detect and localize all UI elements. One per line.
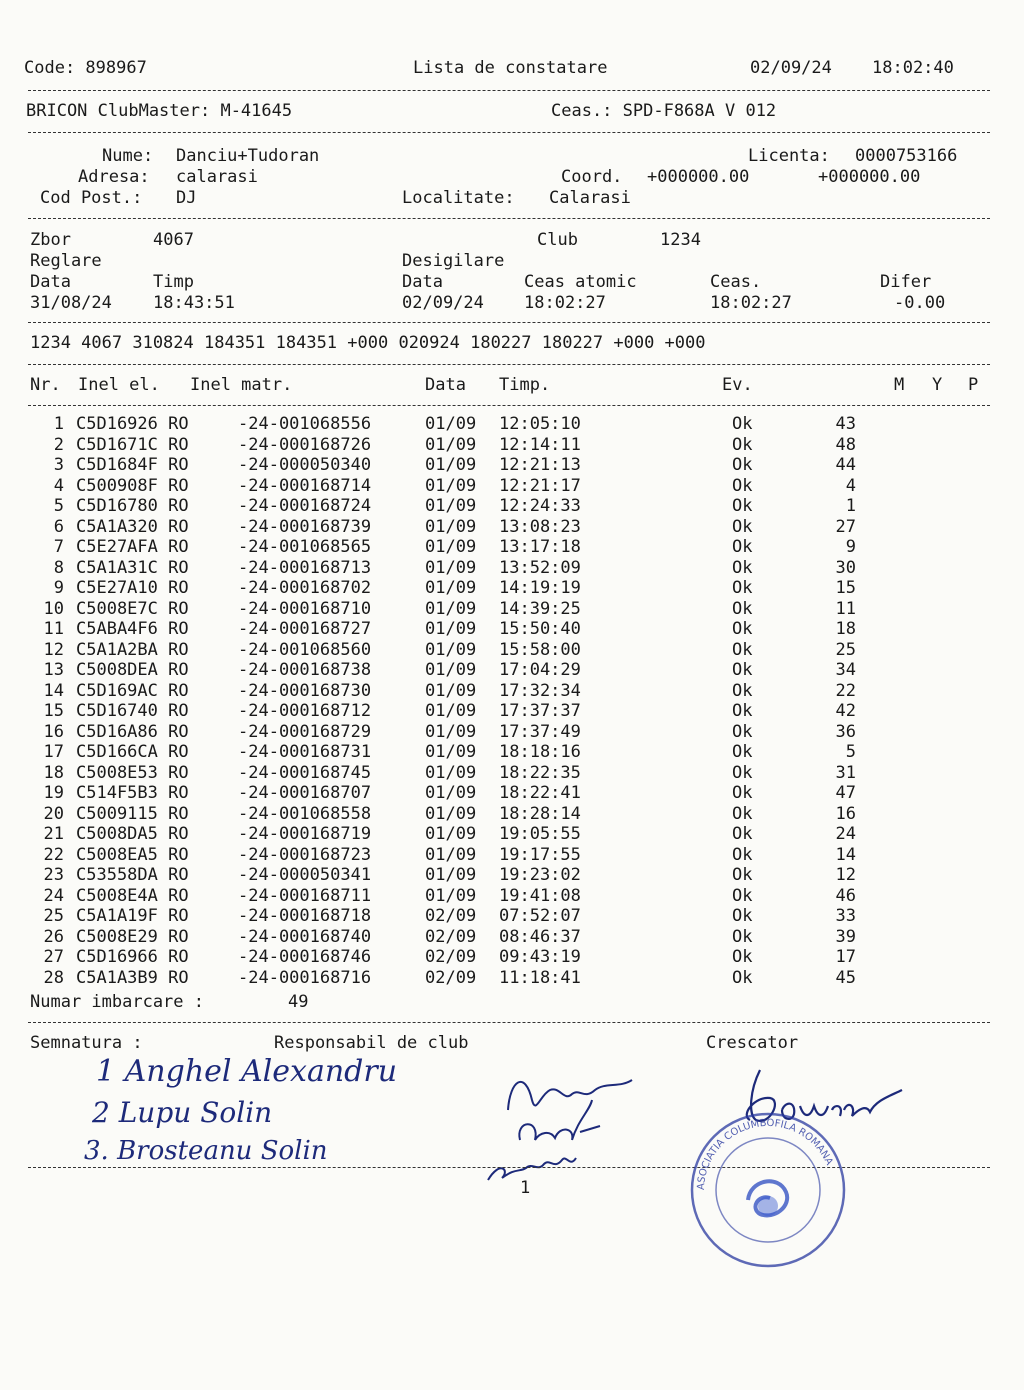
row-inel-matr: -24-000168710	[238, 598, 372, 619]
row-ev: Ok	[732, 578, 753, 598]
row-ev: Ok	[732, 721, 753, 742]
row-data: 01/09	[425, 701, 477, 721]
row-timp: 14:39:25	[499, 598, 581, 619]
row-inel-matr: -24-000168745	[238, 762, 372, 783]
row-nr: 6	[53, 516, 64, 537]
row-inel-el: C5D16926 RO	[76, 414, 189, 434]
row-data: 01/09	[425, 762, 477, 783]
row-nr: 28	[43, 967, 64, 988]
row-timp: 19:23:02	[499, 865, 581, 885]
row-data: 01/09	[425, 680, 477, 701]
row-data: 02/09	[425, 967, 477, 988]
difer-label: Difer	[880, 272, 932, 292]
ceas-atomic-label: Ceas atomic	[524, 272, 637, 292]
row-inel-el: C5008DEA RO	[76, 660, 189, 680]
row-timp: 12:21:17	[499, 475, 581, 496]
row-inel-el: C5D1684F RO	[76, 455, 189, 475]
row-ev: Ok	[732, 598, 753, 619]
row-inel-el: C5ABA4F6 RO	[76, 619, 189, 639]
localitate-value: Calarasi	[549, 188, 631, 208]
row-nr: 8	[53, 557, 64, 578]
club-label: Club	[537, 230, 578, 250]
row-data: 01/09	[425, 742, 477, 762]
row-inel-matr: -24-000168746	[238, 947, 372, 967]
row-ev: Ok	[732, 885, 753, 906]
row-ev: Ok	[732, 783, 753, 803]
table-row	[0, 906, 1024, 926]
adresa-value: calarasi	[176, 167, 258, 187]
row-data: 01/09	[425, 619, 477, 639]
row-nr: 2	[53, 434, 64, 455]
difer-value: -0.00	[894, 293, 946, 313]
row-nr: 5	[53, 496, 64, 516]
page-number: 1	[520, 1178, 531, 1198]
row-value: 1	[845, 496, 856, 516]
row-ev: Ok	[732, 639, 753, 660]
signature-2: 2 Lupu Solin	[92, 1096, 273, 1129]
row-data: 01/09	[425, 537, 477, 557]
row-timp: 13:52:09	[499, 557, 581, 578]
row-inel-matr: -24-000050341	[238, 865, 372, 885]
table-row	[0, 537, 1024, 557]
col-m: M	[894, 375, 905, 395]
table-row	[0, 927, 1024, 947]
row-data: 01/09	[425, 475, 477, 496]
row-value: 45	[835, 967, 856, 988]
row-nr: 24	[43, 885, 64, 906]
row-data: 01/09	[425, 721, 477, 742]
reglare-label: Reglare	[30, 251, 102, 271]
row-value: 46	[835, 885, 856, 906]
row-data: 02/09	[425, 947, 477, 967]
row-timp: 14:19:19	[499, 578, 581, 598]
codpost-label: Cod Post.:	[40, 188, 143, 208]
row-ev: Ok	[732, 762, 753, 783]
row-value: 14	[835, 844, 856, 865]
row-inel-matr: -24-000168740	[238, 926, 372, 947]
table-row	[0, 496, 1024, 516]
row-data: 01/09	[425, 496, 477, 516]
row-value: 33	[835, 906, 856, 926]
row-inel-matr: -24-000168731	[238, 742, 372, 762]
row-data: 01/09	[425, 639, 477, 660]
row-inel-el: C5008E29 RO	[76, 926, 189, 947]
row-inel-el: C5D169AC RO	[76, 680, 189, 701]
row-value: 42	[835, 701, 856, 721]
row-timp: 15:50:40	[499, 619, 581, 639]
stamp-text: ASOCIATIA COLUMBOFILA ROMANA	[695, 1117, 835, 1191]
row-inel-el: C5008DA5 RO	[76, 824, 189, 844]
row-inel-el: C5008E7C RO	[76, 598, 189, 619]
row-inel-matr: -24-000168730	[238, 680, 372, 701]
table-row	[0, 476, 1024, 496]
row-inel-el: C5D16A86 RO	[76, 721, 189, 742]
row-nr: 25	[43, 906, 64, 926]
reglare-data-label: Data	[30, 272, 71, 292]
col-nr: Nr.	[30, 375, 61, 395]
semnatura-label: Semnatura :	[30, 1033, 143, 1053]
table-row	[0, 517, 1024, 537]
row-inel-el: C500908F RO	[76, 475, 189, 496]
table-row	[0, 804, 1024, 824]
row-ev: Ok	[732, 660, 753, 680]
col-inel-matr: Inel matr.	[190, 375, 293, 395]
row-value: 4	[845, 475, 856, 496]
row-value: 11	[835, 598, 856, 619]
row-ev: Ok	[732, 475, 753, 496]
row-inel-el: C5A1A3B9 RO	[76, 967, 189, 988]
table-row	[0, 947, 1024, 967]
divider	[28, 90, 990, 91]
row-timp: 13:17:18	[499, 537, 581, 557]
row-inel-el: C5D166CA RO	[76, 742, 189, 762]
row-data: 01/09	[425, 885, 477, 906]
row-timp: 18:22:41	[499, 783, 581, 803]
desig-data: 02/09/24	[402, 293, 484, 313]
desig-atomic: 18:02:27	[524, 293, 606, 313]
crescator-label: Crescator	[706, 1033, 799, 1053]
club-value: 1234	[660, 230, 701, 250]
row-value: 31	[835, 762, 856, 783]
row-inel-matr: -24-000168724	[238, 496, 372, 516]
zbor-label: Zbor	[30, 230, 71, 250]
row-inel-matr: -24-000168711	[238, 885, 372, 906]
row-ev: Ok	[732, 414, 753, 434]
row-nr: 13	[43, 660, 64, 680]
row-inel-matr: -24-001068560	[238, 639, 372, 660]
row-inel-matr: -24-001068556	[238, 414, 372, 434]
row-value: 18	[835, 619, 856, 639]
table-row	[0, 824, 1024, 844]
row-inel-el: C53558DA RO	[76, 865, 189, 885]
col-y: Y	[932, 375, 943, 395]
header-date: 02/09/24	[750, 58, 832, 78]
row-timp: 17:32:34	[499, 680, 581, 701]
row-inel-matr: -24-000168714	[238, 475, 372, 496]
row-nr: 14	[43, 680, 64, 701]
table-row	[0, 414, 1024, 434]
table-row	[0, 599, 1024, 619]
row-value: 43	[835, 414, 856, 434]
row-timp: 12:14:11	[499, 434, 581, 455]
col-inel-el: Inel el.	[78, 375, 160, 395]
row-data: 01/09	[425, 865, 477, 885]
responsabil-label: Responsabil de club	[274, 1033, 469, 1053]
reglare-timp-label: Timp	[153, 272, 194, 292]
table-row	[0, 968, 1024, 988]
table-row	[0, 763, 1024, 783]
row-ev: Ok	[732, 496, 753, 516]
table-row	[0, 865, 1024, 885]
divider	[28, 322, 990, 323]
row-inel-el: C5A1A2BA RO	[76, 639, 189, 660]
row-ev: Ok	[732, 619, 753, 639]
row-data: 01/09	[425, 516, 477, 537]
adresa-label: Adresa:	[78, 167, 150, 187]
divider	[28, 1022, 990, 1023]
row-nr: 19	[43, 783, 64, 803]
row-inel-matr: -24-000168738	[238, 660, 372, 680]
nume-value: Danciu+Tudoran	[176, 146, 320, 166]
row-value: 5	[845, 742, 856, 762]
row-inel-matr: -24-000168723	[238, 844, 372, 865]
row-inel-matr: -24-000168712	[238, 701, 372, 721]
licenta-label: Licenta:	[748, 146, 830, 166]
row-ev: Ok	[732, 926, 753, 947]
row-ev: Ok	[732, 947, 753, 967]
row-value: 22	[835, 680, 856, 701]
row-data: 01/09	[425, 455, 477, 475]
row-timp: 11:18:41	[499, 967, 581, 988]
localitate-label: Localitate:	[402, 188, 515, 208]
row-inel-el: C5A1A31C RO	[76, 557, 189, 578]
row-ev: Ok	[732, 865, 753, 885]
zbor-value: 4067	[153, 230, 194, 250]
row-value: 12	[835, 865, 856, 885]
row-inel-matr: -24-000168739	[238, 516, 372, 537]
row-inel-matr: -24-000168718	[238, 906, 372, 926]
desig-ceas: 18:02:27	[710, 293, 792, 313]
row-ev: Ok	[732, 844, 753, 865]
row-inel-el: C5A1A320 RO	[76, 516, 189, 537]
coord-lon: +000000.00	[818, 167, 921, 187]
row-nr: 22	[43, 844, 64, 865]
reglare-data: 31/08/24	[30, 293, 112, 313]
row-nr: 20	[43, 803, 64, 824]
table-row	[0, 660, 1024, 680]
row-inel-el: C5E27A10 RO	[76, 578, 189, 598]
row-timp: 18:22:35	[499, 762, 581, 783]
row-ev: Ok	[732, 742, 753, 762]
row-ev: Ok	[732, 680, 753, 701]
row-data: 01/09	[425, 434, 477, 455]
row-inel-matr: -24-000168719	[238, 824, 372, 844]
row-ev: Ok	[732, 803, 753, 824]
signature-3: 3. Brosteanu Solin	[84, 1136, 328, 1166]
signature-1: 1 Anghel Alexandru	[96, 1054, 398, 1089]
row-value: 17	[835, 947, 856, 967]
table-row	[0, 783, 1024, 803]
coord-label: Coord.	[561, 167, 623, 187]
row-value: 48	[835, 434, 856, 455]
row-inel-el: C5008EA5 RO	[76, 844, 189, 865]
row-timp: 12:21:13	[499, 455, 581, 475]
row-data: 02/09	[425, 926, 477, 947]
row-nr: 18	[43, 762, 64, 783]
row-nr: 12	[43, 639, 64, 660]
row-inel-el: C5D16966 RO	[76, 947, 189, 967]
row-timp: 15:58:00	[499, 639, 581, 660]
codpost-value: DJ	[176, 188, 197, 208]
table-row	[0, 455, 1024, 475]
row-data: 01/09	[425, 844, 477, 865]
row-nr: 26	[43, 926, 64, 947]
row-ev: Ok	[732, 455, 753, 475]
row-timp: 12:05:10	[499, 414, 581, 434]
row-timp: 18:18:16	[499, 742, 581, 762]
header-time: 18:02:40	[872, 58, 954, 78]
row-value: 24	[835, 824, 856, 844]
row-data: 01/09	[425, 598, 477, 619]
row-timp: 18:28:14	[499, 803, 581, 824]
row-ev: Ok	[732, 824, 753, 844]
desigilare-label: Desigilare	[402, 251, 505, 271]
row-inel-el: C5009115 RO	[76, 803, 189, 824]
row-data: 01/09	[425, 824, 477, 844]
row-inel-matr: -24-000168702	[238, 578, 372, 598]
row-inel-matr: -24-000168727	[238, 619, 372, 639]
row-inel-matr: -24-001068558	[238, 803, 372, 824]
row-nr: 27	[43, 947, 64, 967]
col-p: P	[968, 375, 979, 395]
row-nr: 17	[43, 742, 64, 762]
row-data: 01/09	[425, 783, 477, 803]
row-timp: 19:41:08	[499, 885, 581, 906]
row-ev: Ok	[732, 434, 753, 455]
table-row	[0, 886, 1024, 906]
numar-imbarcare-label: Numar imbarcare :	[30, 992, 204, 1012]
table-row	[0, 742, 1024, 762]
col-timp: Timp.	[499, 375, 551, 395]
row-data: 02/09	[425, 906, 477, 926]
row-inel-el: C5A1A19F RO	[76, 906, 189, 926]
row-data: 01/09	[425, 660, 477, 680]
divider	[28, 364, 990, 365]
page-title: Lista de constatare	[413, 58, 608, 78]
row-ev: Ok	[732, 967, 753, 988]
table-row	[0, 619, 1024, 639]
col-data: Data	[425, 375, 466, 395]
row-timp: 17:37:37	[499, 701, 581, 721]
row-timp: 17:04:29	[499, 660, 581, 680]
row-value: 15	[835, 578, 856, 598]
summary-line: 1234 4067 310824 184351 184351 +000 020924 180227 180227 +000 +000	[30, 333, 706, 353]
row-inel-matr: -24-000168713	[238, 557, 372, 578]
row-nr: 9	[53, 578, 64, 598]
row-inel-el: C5008E4A RO	[76, 885, 189, 906]
reglare-timp: 18:43:51	[153, 293, 235, 313]
row-value: 30	[835, 557, 856, 578]
row-timp: 17:37:49	[499, 721, 581, 742]
row-ev: Ok	[732, 537, 753, 557]
row-timp: 19:17:55	[499, 844, 581, 865]
row-timp: 12:24:33	[499, 496, 581, 516]
row-inel-matr: -24-001068565	[238, 537, 372, 557]
table-row	[0, 435, 1024, 455]
row-data: 01/09	[425, 557, 477, 578]
table-row	[0, 640, 1024, 660]
row-data: 01/09	[425, 803, 477, 824]
row-inel-el: C514F5B3 RO	[76, 783, 189, 803]
ceas-label: Ceas.	[710, 272, 762, 292]
row-ev: Ok	[732, 906, 753, 926]
row-nr: 16	[43, 721, 64, 742]
row-value: 47	[835, 783, 856, 803]
table-row	[0, 578, 1024, 598]
table-row	[0, 722, 1024, 742]
row-timp: 13:08:23	[499, 516, 581, 537]
row-timp: 09:43:19	[499, 947, 581, 967]
row-value: 9	[845, 537, 856, 557]
numar-imbarcare-value: 49	[288, 992, 309, 1012]
row-ev: Ok	[732, 701, 753, 721]
row-inel-matr: -24-000168726	[238, 434, 372, 455]
row-inel-el: C5D16780 RO	[76, 496, 189, 516]
document-code: Code: 898967	[24, 58, 147, 78]
row-value: 16	[835, 803, 856, 824]
row-value: 36	[835, 721, 856, 742]
row-timp: 08:46:37	[499, 926, 581, 947]
club-stamp	[688, 1110, 848, 1270]
row-nr: 21	[43, 824, 64, 844]
divider	[28, 132, 990, 133]
row-ev: Ok	[732, 557, 753, 578]
row-nr: 23	[43, 865, 64, 885]
table-row	[0, 681, 1024, 701]
col-ev: Ev.	[722, 375, 753, 395]
row-ev: Ok	[732, 516, 753, 537]
row-value: 34	[835, 660, 856, 680]
row-timp: 19:05:55	[499, 824, 581, 844]
row-nr: 15	[43, 701, 64, 721]
nume-label: Nume:	[102, 146, 154, 166]
row-inel-matr: -24-000168729	[238, 721, 372, 742]
row-inel-el: C5008E53 RO	[76, 762, 189, 783]
row-nr: 11	[43, 619, 64, 639]
row-nr: 7	[53, 537, 64, 557]
row-inel-matr: -24-000050340	[238, 455, 372, 475]
row-timp: 07:52:07	[499, 906, 581, 926]
row-nr: 4	[53, 475, 64, 496]
table-row	[0, 558, 1024, 578]
row-nr: 1	[53, 414, 64, 434]
row-inel-el: C5E27AFA RO	[76, 537, 189, 557]
row-value: 27	[835, 516, 856, 537]
divider	[28, 218, 990, 219]
row-inel-el: C5D1671C RO	[76, 434, 189, 455]
row-inel-matr: -24-000168707	[238, 783, 372, 803]
row-value: 39	[835, 926, 856, 947]
licenta-value: 0000753166	[855, 146, 958, 166]
row-inel-matr: -24-000168716	[238, 967, 372, 988]
row-inel-el: C5D16740 RO	[76, 701, 189, 721]
row-data: 01/09	[425, 578, 477, 598]
row-data: 01/09	[425, 414, 477, 434]
table-row	[0, 701, 1024, 721]
table-row	[0, 845, 1024, 865]
divider	[28, 405, 990, 406]
clubmaster-id: BRICON ClubMaster: M-41645	[26, 101, 293, 121]
desig-data-label: Data	[402, 272, 443, 292]
row-nr: 10	[43, 598, 64, 619]
row-nr: 3	[53, 455, 64, 475]
row-value: 25	[835, 639, 856, 660]
coord-lat: +000000.00	[647, 167, 750, 187]
row-value: 44	[835, 455, 856, 475]
ceas-id: Ceas.: SPD-F868A V 012	[551, 101, 777, 121]
